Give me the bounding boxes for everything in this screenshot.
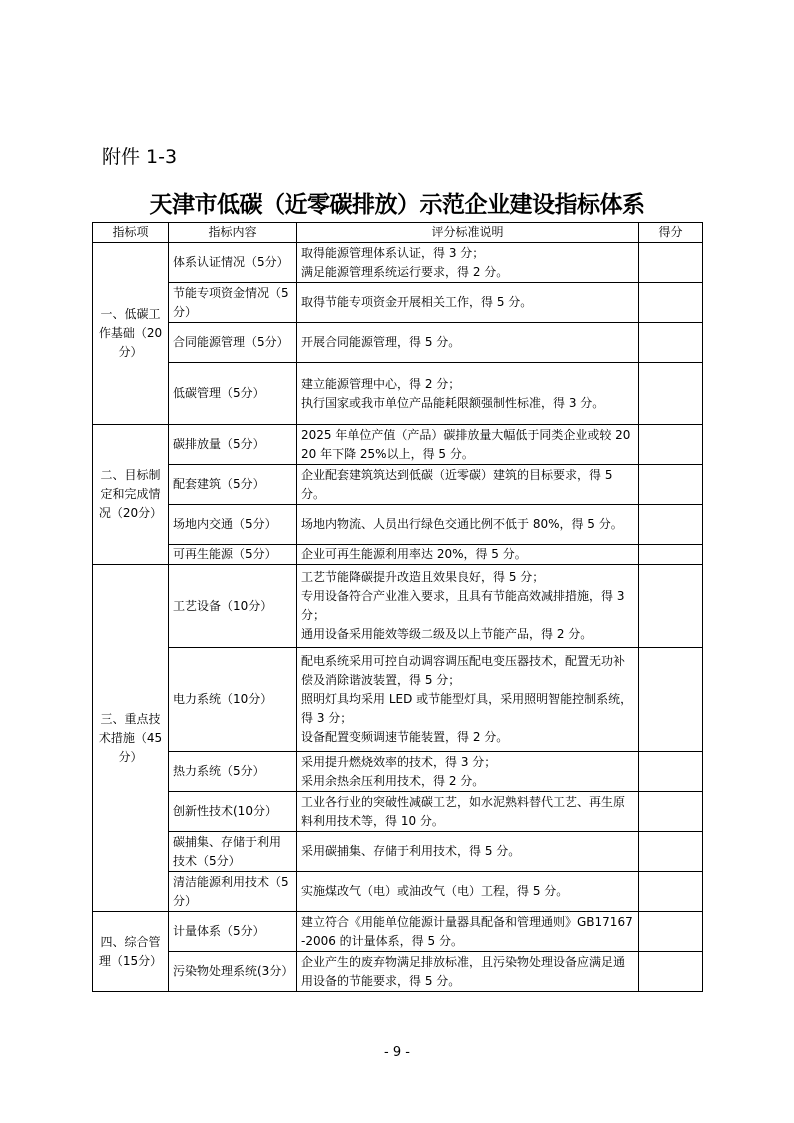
category-cell: 三、重点技术措施（45分） <box>93 565 169 912</box>
table-row <box>93 505 703 545</box>
table-row <box>93 323 703 363</box>
criteria-line: 取得节能专项资金开展相关工作，得 5 分。 <box>301 295 533 309</box>
criteria-line: 设备配置变频调速节能装置，得 2 分。 <box>301 730 509 744</box>
criteria-line: 执行国家或我市单位产品能耗限额强制性标准，得 3 分。 <box>301 395 605 410</box>
table-row <box>93 545 703 565</box>
attachment-label: 附件 1-3 <box>102 146 178 168</box>
criteria-line: 工业各行业的突破性减碳工艺，如水泥熟料替代工艺、再生原料利用技术等，得 10 分。 <box>301 794 626 828</box>
criteria-line: 配电系统采用可控自动调容调压配电变压器技术，配置无功补偿及消除谐波装置，得 5 分； <box>301 654 626 687</box>
criteria-line: 场地内物流、人员出行绿色交通比例不低于 80%，得 5 分。 <box>301 517 623 531</box>
score-cell[interactable] <box>639 363 703 425</box>
category-cell: 二、目标制定和完成情况（20分） <box>93 425 169 565</box>
table-row <box>93 792 703 832</box>
criteria-line: 工艺节能降碳提升改造且效果良好，得 5 分； <box>301 570 545 584</box>
table-body <box>93 243 703 992</box>
item-cell: 节能专项资金情况（5分） <box>169 283 297 323</box>
criteria-cell <box>297 565 639 648</box>
score-cell[interactable] <box>639 505 703 545</box>
criteria-line: 实施煤改气（电）或油改气（电）工程，得 5 分。 <box>301 884 569 898</box>
score-cell[interactable] <box>639 752 703 792</box>
item-cell: 配套建筑（5分） <box>169 465 297 505</box>
item-cell: 电力系统（10分） <box>169 648 297 752</box>
item-cell: 工艺设备（10分） <box>169 565 297 648</box>
table-row <box>93 952 703 992</box>
category-cell: 四、综合管理（15分） <box>93 912 169 992</box>
table-row <box>93 243 703 283</box>
item-cell: 可再生能源（5分） <box>169 545 297 565</box>
table-row <box>93 465 703 505</box>
criteria-cell <box>297 363 639 425</box>
score-cell[interactable] <box>639 243 703 283</box>
criteria-line: 采用碳捕集、存储于利用技术，得 5 分。 <box>301 844 521 858</box>
header-criteria: 评分标准说明 <box>297 223 639 243</box>
score-cell[interactable] <box>639 872 703 912</box>
table-row <box>93 912 703 952</box>
criteria-line: 通用设备采用能效等级二级及以上节能产品，得 2 分。 <box>301 627 593 641</box>
score-cell[interactable] <box>639 545 703 565</box>
table-row <box>93 283 703 323</box>
criteria-line: 专用设备符合产业准入要求，且具有节能高效减排措施，得 3 分； <box>301 589 625 622</box>
score-cell[interactable] <box>639 832 703 872</box>
criteria-line: 2025 年单位产值（产品）碳排放量大幅低于同类企业或较 2020 年下降 25%以上，得 5 分。 <box>301 427 631 461</box>
table-row <box>93 872 703 912</box>
item-cell: 创新性技术(10分） <box>169 792 297 832</box>
criteria-cell <box>297 648 639 752</box>
criteria-cell <box>297 425 639 465</box>
item-cell: 场地内交通（5分） <box>169 505 297 545</box>
score-cell[interactable] <box>639 648 703 752</box>
item-cell: 计量体系（5分） <box>169 912 297 952</box>
criteria-line: 开展合同能源管理，得 5 分。 <box>301 335 461 349</box>
item-cell: 碳捕集、存储于利用技术（5分） <box>169 832 297 872</box>
table-row <box>93 363 703 425</box>
criteria-line: 满足能源管理系统运行要求，得 2 分。 <box>301 264 509 279</box>
score-cell[interactable] <box>639 912 703 952</box>
item-cell: 污染物处理系统(3分） <box>169 952 297 992</box>
table-row <box>93 565 703 648</box>
item-cell: 碳排放量（5分） <box>169 425 297 465</box>
criteria-line: 建立能源管理中心，得 2 分； <box>301 376 461 391</box>
criteria-line: 采用提升燃烧效率的技术，得 3 分； <box>301 754 497 769</box>
score-cell[interactable] <box>639 565 703 648</box>
criteria-cell <box>297 912 639 952</box>
page-number: - 9 - <box>384 1045 410 1060</box>
criteria-cell <box>297 323 639 363</box>
header-item: 指标内容 <box>169 223 297 243</box>
score-cell[interactable] <box>639 465 703 505</box>
criteria-line: 建立符合《用能单位能源计量器具配备和管理通则》GB17167-2006 的计量体系，得 5 分。 <box>301 914 633 948</box>
item-cell: 清洁能源利用技术（5分） <box>169 872 297 912</box>
document-title: 天津市低碳（近零碳排放）示范企业建设指标体系 <box>149 191 645 218</box>
criteria-line: 采用余热余压利用技术，得 2 分。 <box>301 773 485 788</box>
score-cell[interactable] <box>639 323 703 363</box>
criteria-line: 企业可再生能源利用率达 20%，得 5 分。 <box>301 547 527 561</box>
table-header-row <box>93 223 703 243</box>
criteria-cell <box>297 872 639 912</box>
criteria-line: 取得能源管理体系认证，得 3 分； <box>301 245 485 260</box>
criteria-line: 照明灯具均采用 LED 或节能型灯具，采用照明智能控制系统，得 3 分； <box>301 692 633 725</box>
header-score: 得分 <box>639 223 703 243</box>
score-cell[interactable] <box>639 283 703 323</box>
table-row <box>93 752 703 792</box>
table-row <box>93 832 703 872</box>
score-cell[interactable] <box>639 425 703 465</box>
criteria-cell <box>297 952 639 992</box>
criteria-cell <box>297 545 639 565</box>
criteria-cell <box>297 283 639 323</box>
header-category: 指标项 <box>93 223 169 243</box>
item-cell: 合同能源管理（5分） <box>169 323 297 363</box>
item-cell: 热力系统（5分） <box>169 752 297 792</box>
item-cell: 低碳管理（5分） <box>169 363 297 425</box>
criteria-cell <box>297 505 639 545</box>
table-row <box>93 648 703 752</box>
criteria-cell <box>297 752 639 792</box>
criteria-cell <box>297 832 639 872</box>
criteria-line: 企业产生的废弃物满足排放标准，且污染物处理设备应满足通用设备的节能要求，得 5 分。 <box>301 954 626 988</box>
indicator-table <box>92 222 703 992</box>
criteria-cell <box>297 792 639 832</box>
category-cell: 一、低碳工作基础（20分） <box>93 243 169 425</box>
criteria-cell <box>297 243 639 283</box>
score-cell[interactable] <box>639 952 703 992</box>
criteria-line: 企业配套建筑筑达到低碳（近零碳）建筑的目标要求，得 5 分。 <box>301 467 613 501</box>
criteria-cell <box>297 465 639 505</box>
score-cell[interactable] <box>639 792 703 832</box>
table-row <box>93 425 703 465</box>
item-cell: 体系认证情况（5分） <box>169 243 297 283</box>
